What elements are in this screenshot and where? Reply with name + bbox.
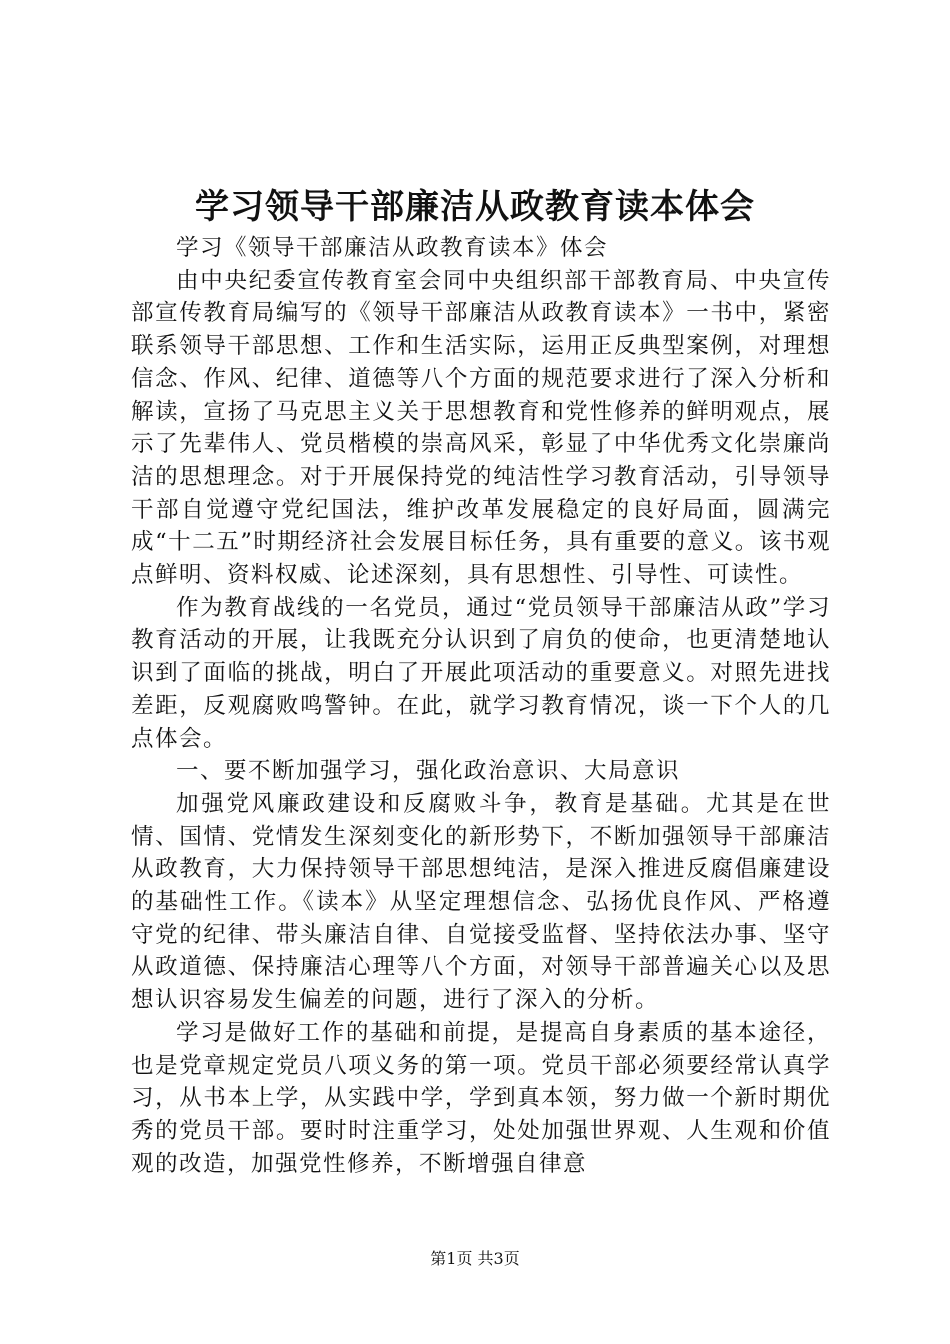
page-footer: 第1页 共3页 [430, 1249, 520, 1268]
body-paragraph: 由中央纪委宣传教育室会同中央组织部干部教育局、中央宣传部宣传教育局编写的《领导干部廉洁从政教育读本》一书中，紧密联系领导干部思想、工作和生活实际，运用正反典型案例，对理想信念、作风、纪律、道德等八个方面的规范要求进行了深入分析和解读，宣扬了马克思主义关于思想教育和党性修养的鲜明观点，展示了先辈伟人、党员楷模的崇高风采，彰显了中华优秀文化崇廉尚洁的思想理念。对于开展保持党的纯洁性学习教育活动，引导领导干部自觉遵守党纪国法，维护改革发展稳定的良好局面，圆满完成“十二五”时期经济社会发展目标任务，具有重要的意义。该书观点鲜明、资料权威、论述深刻，具有思想性、引导性、可读性。 [131, 267, 831, 589]
section-heading: 一、要不断加强学习，强化政治意识、大局意识 [176, 758, 681, 785]
document-body [131, 232, 831, 1180]
document-title: 学习领导干部廉洁从政教育读本体会 [195, 187, 755, 227]
body-paragraph: 学习是做好工作的基础和前提，是提高自身素质的基本途径，也是党章规定党员八项义务的第一项。党员干部必须要经常认真学习，从书本上学，从实践中学，学到真本领，努力做一个新时期优秀的党员干部。要时时注重学习，处处加强世界观、人生观和价值观的改造，加强党性修养，不断增强自律意 [131, 1019, 831, 1177]
body-paragraph: 加强党风廉政建设和反腐败斗争，教育是基础。尤其是在世情、国情、党情发生深刻变化的新形势下，不断加强领导干部廉洁从政教育，大力保持领导干部思想纯洁，是深入推进反腐倡廉建设的基础性工作。《读本》从坚定理想信念、弘扬优良作风、严格遵守党的纪律、带头廉洁自律、自觉接受监督、坚持依法办事、坚守从政道德、保持廉洁心理等八个方面，对领导干部普遍关心以及思想认识容易发生偏差的问题，进行了深入的分析。 [131, 790, 831, 1014]
subtitle-paragraph: 学习《领导干部廉洁从政教育读本》体会 [176, 235, 609, 261]
body-paragraph: 作为教育战线的一名党员，通过“党员领导干部廉洁从政”学习教育活动的开展，让我既充分认识到了肩负的使命，也更清楚地认识到了面临的挑战，明白了开展此项活动的重要意义。对照先进找差距，反观腐败鸣警钟。在此，就学习教育情况，谈一下个人的几点体会。 [131, 594, 831, 752]
